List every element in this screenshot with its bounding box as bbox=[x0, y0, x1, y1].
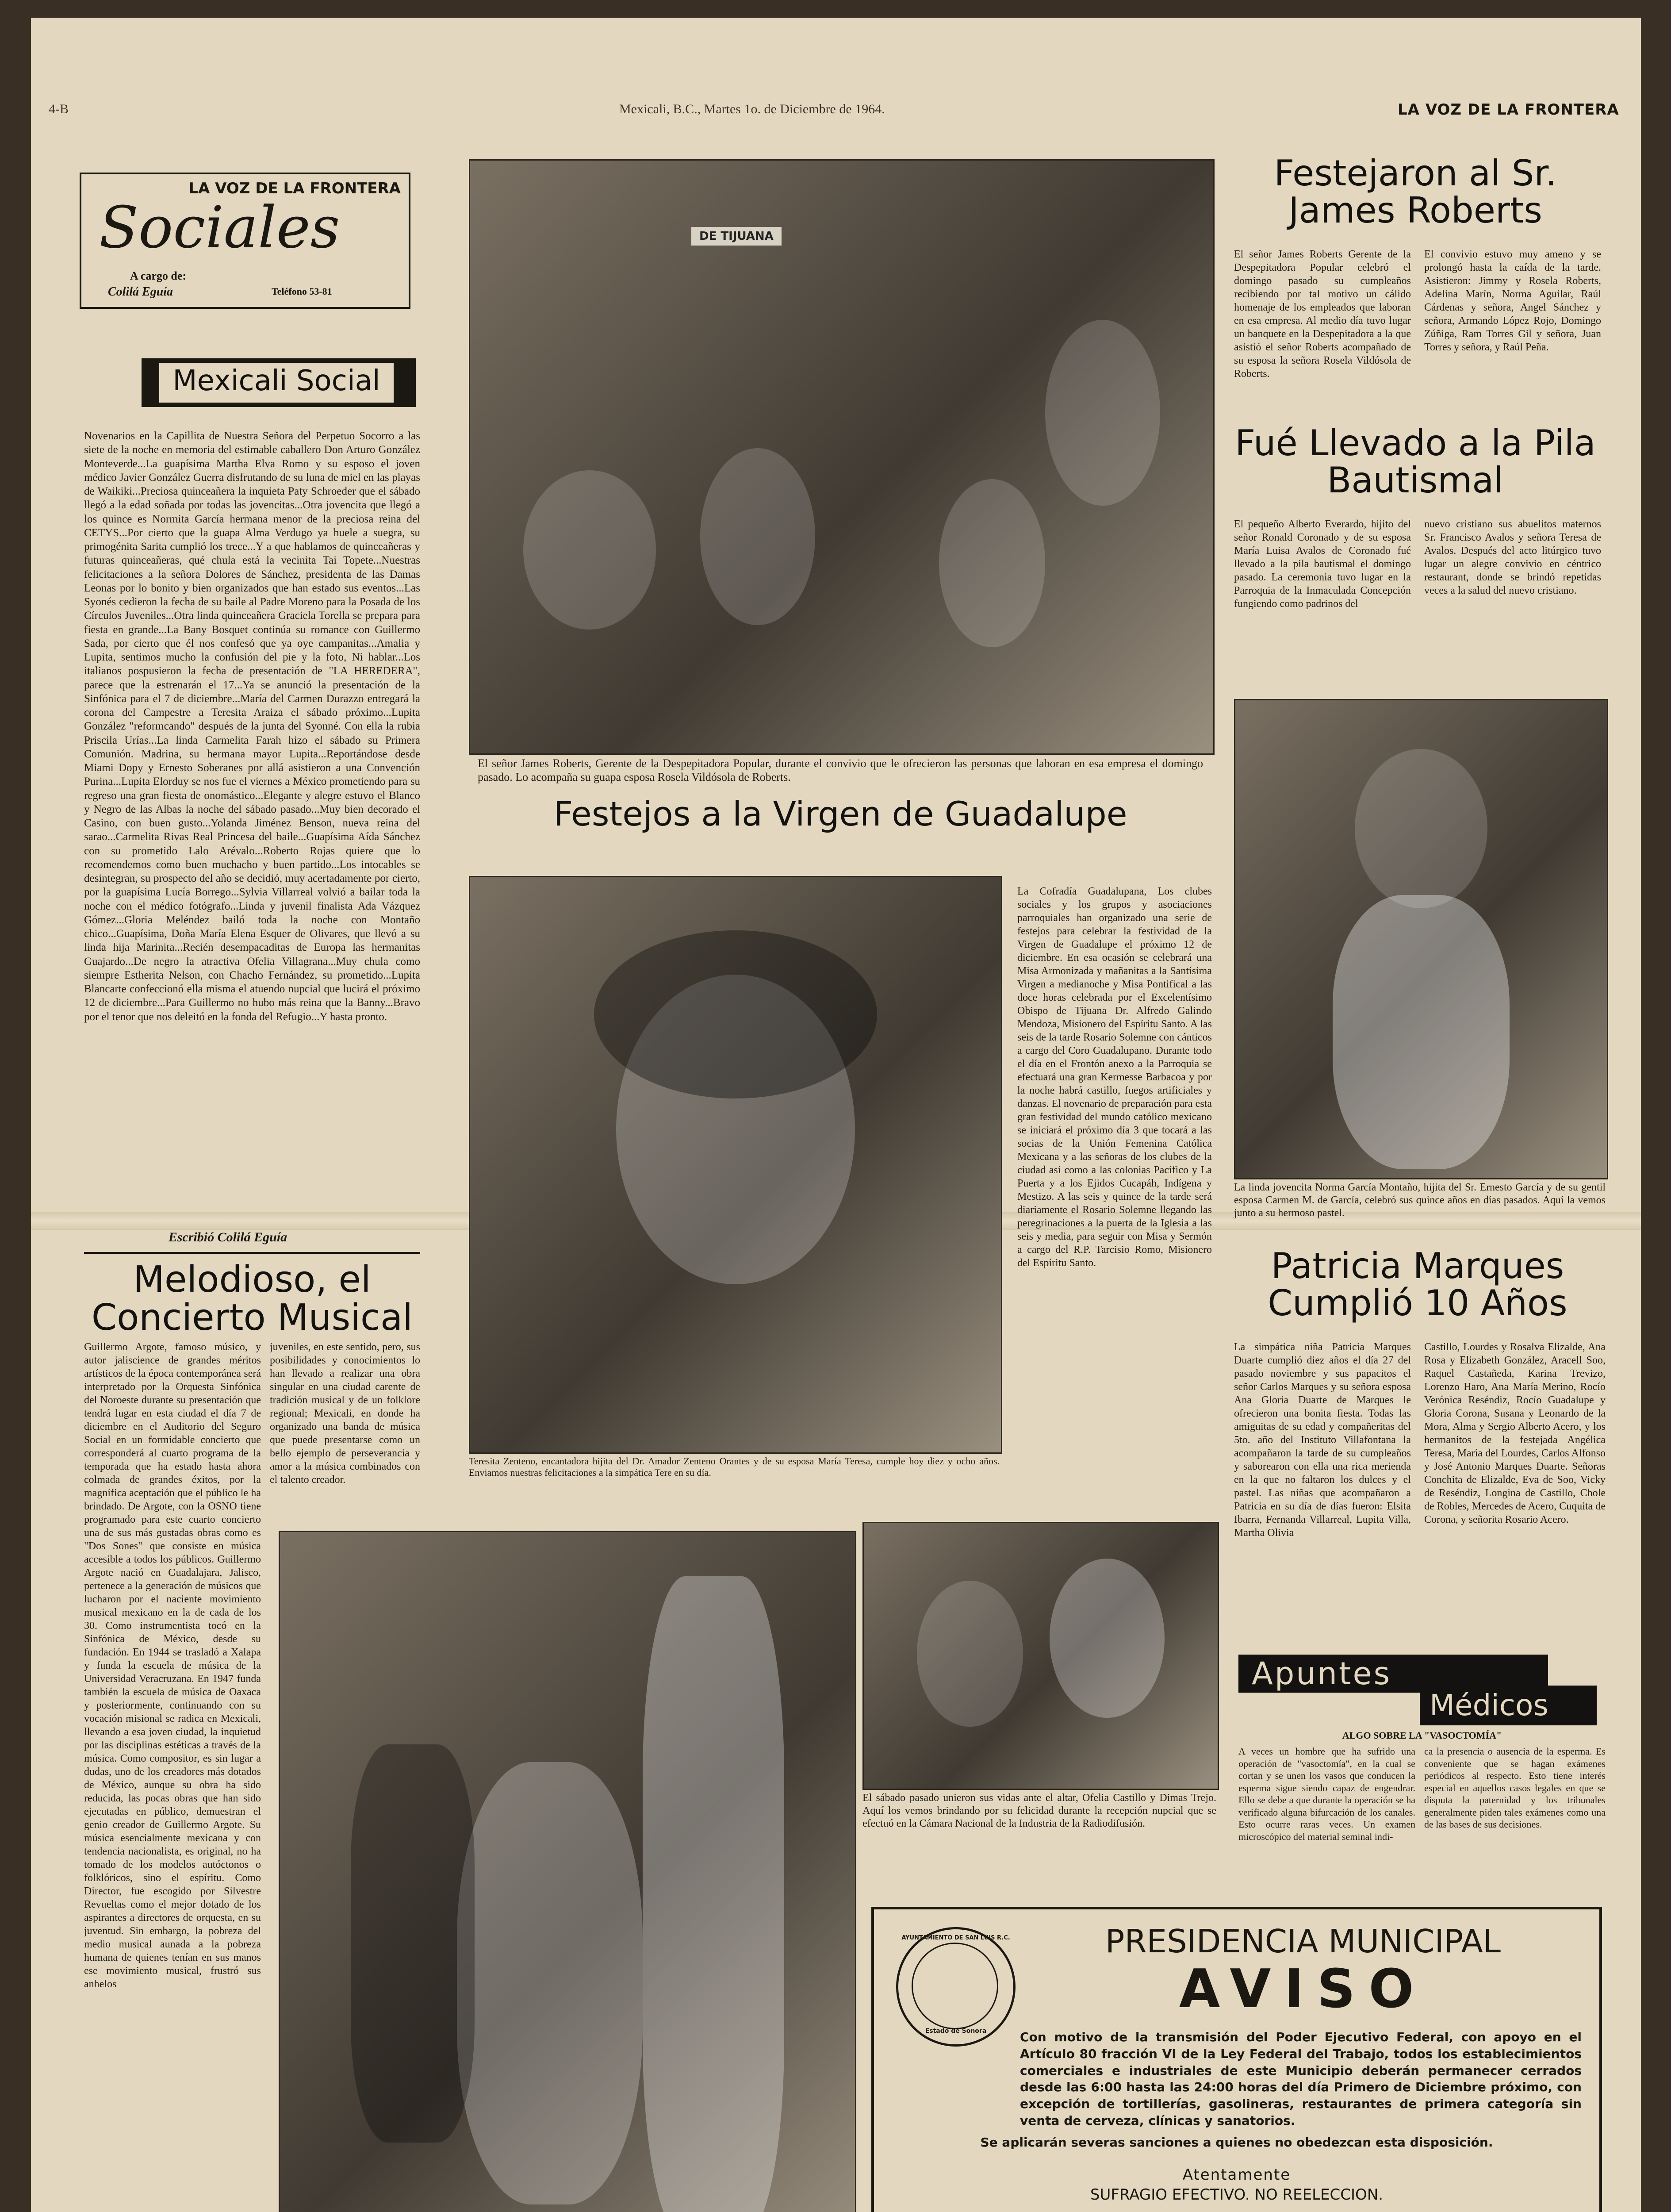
wedding-toast-photo bbox=[862, 1522, 1219, 1790]
sociales-title: Sociales bbox=[99, 194, 340, 261]
medicos-banner bbox=[1420, 1686, 1597, 1725]
guadalupe-text: La Cofradía Guadalupana, Los clubes sociales y los grupos y asociaciones parroquiales han organizado una serie de festejos para celebrar la festividad de la Virgen de Guadalupe el próximo 12 de diciembre. En esa ocasión se celebrará una Misa Armonizada y mañanitas a la Santísima Virgen a medianoche y Misa Pontifical a las doce horas celebrada por el Excelentísimo Obispo de Tijuana Dr. Alfredo Galindo Mendoza, Misionero del Espíritu Santo. A las seis de la tarde Rosario Solemne con cánticos a cargo del Coro Guadalupano. Durante todo el día en el Frontón anexo a la Parroquia se efectuará una gran Kermesse Barbacoa y por la noche habrá castillo, fuegos artificiales y danzas. El novenario de preparación para esta gran festividad del mundo católico mexicano se iniciará el próximo día 3 que tocará a las socias de la Unión Femenina Católica Mexicana y a las señoras de los clubes de la ciudad así como a las colonias Pacífico y La Puerta y a los Ejidos Cucapáh, Indígena y Mestizo. A las seis y quince de la tarde será diariamente el Rosario Solemne llegando las peregrinaciones a la puerta de la Iglesia a las seis y media, para seguir con Misa y Sermón a cargo del R.P. Tarcisio Romo, Misionero del Espíritu Santo. bbox=[1017, 886, 1212, 1269]
aviso-title: AVISO bbox=[1179, 1959, 1427, 2020]
sociales-box bbox=[80, 173, 410, 309]
medicos-title: Médicos bbox=[1430, 1688, 1548, 1722]
apuntes-col1: A veces un hombre que ha sufrido una operación de "vasoctomía", en la cual se cortan y se unen los vasos que conducen la esperma sigue siendo capaz de engendrar. Ello se debe a que durante la operación se ha verificado alguna bifurcación de los canales. Esto ocurre raras veces. Un examen microscópico del material seminal indi- bbox=[1238, 1746, 1415, 1842]
header-masthead: LA VOZ DE LA FRONTERA bbox=[1398, 101, 1619, 119]
divider bbox=[84, 1252, 420, 1254]
roberts-group-photo bbox=[469, 159, 1215, 755]
aviso-box bbox=[871, 1907, 1602, 2212]
phone-number: Teléfono 53-81 bbox=[272, 286, 332, 297]
newspaper-page bbox=[31, 18, 1641, 2212]
aviso-body: Con motivo de la transmisión del Poder Ejecutivo Federal, con apoyo en el Artículo 80 fracción VI de la Ley Federal del Trabajo, todos los establecimientos comerciales e industriales de este Municipio deberán permanecer cerrados desde las 6:00 hasta las 24:00 horas del día Primero de Diciembre próximo, con excepción de tortillerías, gasolineras, restaurantes de primera categoría sin venta de cerveza, clínicas y sanatorios. bbox=[1020, 2030, 1582, 2128]
page-number: 4-B bbox=[49, 102, 69, 116]
concierto-col1: Guillermo Argote, famoso músico, y autor jaliscience de grandes méritos artísticos de la época contemporánea será interpretado por la Orquesta Sinfónica del Noroeste durante su presentación que tendrá lugar en esta ciudad el día 7 de diciembre en el Auditorio del Seguro Social en un formidable concierto que corresponderá al cuarto programa de la temporada que ha estado hasta ahora colmada de grandes éxitos, por la magnífica aceptación que el público le ha brindado. De Argote, con la OSNO tiene programado para este cuarto concierto una de sus más gustadas obras como es "Dos Sones" que consiste en música accesible a todos los públicos. Guillermo Argote nació en Guadalajara, Jalisco, pertenece a la generación de músicos que lucharon por el naciente movimiento musical mexicano en la de cada de los 30. Como instrumentista tocó en la Sinfónica de México, desde su fundación. En 1944 se trasladó a Xalapa y funda la escuela de música de la Universidad Veracruzana. En 1947 funda también la escuela de música de Oaxaca y posteriormente, continuando con su vocación misional se radica en Mexicali, llevando a esa joven ciudad, la inquietud por las disciplinas estéticas a través de la música. Como compositor, es sin lugar a dudas, uno de los creadores más dotados de México, aunque su obra ha sido reducida, las pocas obras que han sido ejecutadas en público, demuestran el genio creador de Guillermo Argote. Su música esencialmente mexicana y con tendencia nacionalista, es original, no ha tomado de los modelos autóctonos o folklóricos, sino el espíritu. Como Director, fue escogido por Silvestre Revueltas como el mejor dotado de los aspirantes a directores de orquesta, en su juventud. Sin embargo, la pobreza del medio musical aunada a la pobreza humana de quienes tenían en sus manos ese movimiento musical, frustró sus anhelos bbox=[84, 1341, 261, 1990]
roberts-photo-sign: DE TIJUANA bbox=[691, 227, 782, 246]
aviso-closing: Atentamente bbox=[1182, 2166, 1291, 2184]
guadalupe-headline: Festejos a la Virgen de Guadalupe bbox=[553, 794, 1127, 833]
mexicali-social-banner bbox=[142, 358, 416, 407]
norma-photo-caption: La linda jovencita Norma García Montaño, hijita del Sr. Ernesto García y de su gentil esposa Carmen M. de García, celebró sus quince años en días pasados. Aquí la vemos junto a su hermoso pastel. bbox=[1234, 1182, 1606, 1219]
norma-quinceanera-photo bbox=[1234, 699, 1608, 1179]
bautismal-headline: Fué Llevado a la Pila Bautismal bbox=[1235, 422, 1596, 501]
festejaron-col2: El convivio estuvo muy ameno y se prolongó hasta la caída de la tarde. Asistieron: Jimmy y Rosela Roberts, Adelina Marín, Norma Aguilar, Raúl Cárdenas y señora, Angel Sánchez y señora, Armando López Rojo, Domingo Zúñiga, Ram Torres Gil y señora, Juan Torres y señora, y Raúl Peña. bbox=[1424, 249, 1601, 353]
festejaron-col1: El señor James Roberts Gerente de la Despepitadora Popular celebró el domingo pasado su cumpleaños recibiendo por tal motivo un cálido homenaje de los empleados que laboran en esa empresa. Al medio día tuvo lugar un banquete en la Despepitadora a la que asistió el señor Roberts acompañado de su esposa la señora Rosela Vildósola de Roberts. bbox=[1234, 249, 1411, 380]
seal-text: AYUNTAMIENTO DE SAN LUIS R.C. bbox=[901, 1935, 1010, 1941]
teresita-photo-caption: Teresita Zenteno, encantadora hijita del Dr. Amador Zenteno Orantes y de su esposa María Teresa, cumple hoy diez y ocho años. Enviamos nuestras felicitaciones a la simpática Tere en su día. bbox=[469, 1455, 1000, 1479]
mexicali-social-text: Novenarios en la Capillita de Nuestra Señora del Perpetuo Socorro a las siete de la noche en memoria del estimable caballero Don Arturo González Monteverde...La guapísima Martha Elva Romo y su esposo el joven médico Javier González Guerra disfrutando de su luna de miel en las playas de Waikiki...Preciosa quinceañera la inquieta Paty Schroeder que el sábado llegó a la edad soñada por todas las jovencitas...Otra jovencita que llegó a los quince es Normita García hermana menor de la preciosa reina del CETYS...Por cierto que la guapa Alma Verdugo ya huele a suegra, su primogénita Sarita cumplió los trece...Y a que hablamos de quinceañeras y futuras quinceañeras, qué chula está la vecinita Tai Topete...Nuestras felicitaciones a la señora Dolores de Sánchez, presidenta de las Damas Leonas por lo bonito y bien organizados que han estado sus eventos...Las Syonés cedieron la fecha de su baile al Padre Moreno para la Posada de los Círculos Juveniles...Otra linda quinceañera Graciela Torella se prepara para fiesta en grande...La Bany Bosquet continúa su romance con Guillermo Sada, por cierto que él nos confesó que ya oye campanitas...Amalia y Lupita, sentimos mucho la confusión del pie y la foto, Ni hablar...Los italianos pospusieron la fecha de presentación de "LA HEREDERA", parece que la estrenarán el 17...Ya se anunció la presentación de la Sinfónica para el 7 de diciembre...María del Carmen Durazzo entregará la corona del Campestre a Teresita Araiza el sábado próximo...Lupita González "reformcando" después de la junta del Syonné. Con ella la rubia Priscila Urías...La linda Carmelita Farah hizo el sábado su Primera Comunión. Madrina, su hermana mayor Lupita...Reportándose desde Miami Dopy y Ernesto Soberanes por allá asistieron a una Convención Purina...Lupita Elorduy se nos fue el viernes a México prometiendo para su regreso una gran fiesta de onomástico...Elegante y alegre estuvo el Blanco y Negro de las Albas la noche del sábado pasado...Muy bien decorado el Casino, con buen gusto...Yolanda Jiménez Benson, nueva reina del sarao...Carmelita Rivas Real Princesa del baile...Guapísima Aída Sánchez con su prometido Lalo Arévalo...Roberto Rojas quiere que lo recomendemos como buen muchacho y buen partido...Los intocables se desintegran, su prospecto del año se decidió, muy acertadamente por cierto, por la guapísima Lucía Borrego...Sylvia Villarreal volvió a bailar toda la noche con el médico fotógrafo...Linda y juvenil finalista Ada Vázquez Gómez...Gloria Meléndez bailó toda la noche con Montaño chico...Guapísima, Doña María Elena Esquer de Olivares, que llevó a su linda hija Marinita...Recién desempacaditas de Europa las hermanitas Guajardo...De negro la atractiva Ofelia Villagrana...Muy chula como siempre Estherita Nelson, con Chacho Fernández, su prometido...Lupita Blancarte confeccionó ella misma el atuendo nupcial que lucirá el próximo 12 de diciembre...Para Guillermo no hubo más reina que la Banny...Bravo por el tenor que nos deleitó en la fonda del Refugio...Y hasta pronto. bbox=[84, 430, 420, 1023]
apuntes-col2: ca la presencia o ausencia de la esperma. Es conveniente que se hagan exámenes periódicos al respecto. Esto tiene interés especial en aquellos casos legales en que se disputa la paternidad y los tribunales generalmente piden tales exámenes como una de las bases de sus decisiones. bbox=[1424, 1746, 1606, 1830]
patricia-col1: La simpática niña Patricia Marques Duarte cumplió diez años el día 27 del pasado noviembre y sus papacitos el señor Carlos Marques y su señora esposa Ana Gloria Duarte de Marques le ofrecieron una bonita fiesta. Todas las amiguitas de su edad y compañeritas del 5to. año del Instituto Villafontana la acompañaron la tarde de su cumpleaños y saborearon con ella una rica merienda en la que no faltaron los dulces y el pastel. Las niñas que acompañaron a Patricia en su día de días fueron: Elsita Ibarra, Fernanda Villarreal, Lupita Villa, Martha Olivia bbox=[1234, 1341, 1411, 1539]
bautismal-col2: nuevo cristiano sus abuelitos maternos Sr. Francisco Avalos y señora Teresa de Avalos. Después del acto litúrgico tuvo lugar un alegre convivio en céntrico restaurant, donde se brindó repetidas veces a la salud del nuevo cristiano. bbox=[1424, 518, 1601, 596]
apuntes-title: Apuntes bbox=[1252, 1655, 1392, 1692]
wedding-cake-photo bbox=[279, 1531, 856, 2212]
byline-name: Colilá Eguía bbox=[108, 285, 173, 299]
patricia-col2: Castillo, Lourdes y Rosalva Elizalde, Ana Rosa y Elizabeth González, Aracell Soo, Raquel Castañeda, Karina Trevizo, Lorenzo Haro, Ana María Merino, Rocío Verónica Reséndiz, Rocío Guadalupe y Gloria Corona, Susana y Leonardo de la Mora, Alma y Sergio Alberto Acero, y los hermanitos de la festejada Angélica Teresa, María del Lourdes, Carlos Alfonso y José Antonio Marques Duarte. Señoras Conchita de Elizalde, Eva de Soo, Vicky de Reséndiz, Longina de Castillo, Chole de Robles, Mercedes de Acero, Cuquita de Corona, y señorita Rosario Acero. bbox=[1424, 1341, 1606, 1525]
sociales-masthead: LA VOZ DE LA FRONTERA bbox=[188, 180, 401, 197]
concierto-headline: Melodioso, el Concierto Musical bbox=[91, 1259, 413, 1339]
municipal-seal bbox=[896, 1927, 1016, 2047]
aviso-warning: Se aplicarán severas sanciones a quienes no obedezcan esta disposición. bbox=[980, 2135, 1493, 2150]
concierto-col2: juveniles, en este sentido, pero, sus posibilidades y conocimientos lo han llevado a realizar una obra singular en una ciudad carente de tradición musical y de un folklore regional; Mexicali, en donde ha organizado una banda de música que puede presentarse como un bello ejemplo de perseverancia y amor a la música combinados con el talento creador. bbox=[270, 1341, 420, 1486]
patricia-headline: Patricia Marques Cumplió 10 Años bbox=[1268, 1245, 1568, 1324]
mexicali-social-heading: Mexicali Social bbox=[172, 365, 380, 397]
apuntes-subhead: ALGO SOBRE LA "VASOCTOMÍA" bbox=[1342, 1730, 1502, 1741]
roberts-photo-caption: El señor James Roberts, Gerente de la Despepitadora Popular, durante el convivio que le ofrecieron las personas que laboran en esa empresa el domingo pasado. Lo acompaña su guapa esposa Rosela Vildósola de Roberts. bbox=[478, 757, 1203, 784]
toast-photo-caption: El sábado pasado unieron sus vidas ante el altar, Ofelia Castillo y Dimas Trejo. Aquí los vemos brindando por su felicidad durante la recepción nupcial que se efectuó en la Cámara Nacional de la Industria de la Radiodifusión. bbox=[862, 1792, 1216, 1829]
festejaron-headline: Festejaron al Sr. James Roberts bbox=[1274, 153, 1557, 231]
aviso-motto: SUFRAGIO EFECTIVO. NO REELECCION. bbox=[1090, 2186, 1384, 2204]
dateline: Mexicali, B.C., Martes 1o. de Diciembre de 1964. bbox=[619, 102, 885, 116]
seal-sub: Estado de Sonora bbox=[925, 2028, 987, 2035]
teresita-portrait-photo bbox=[469, 876, 1002, 1454]
byline-label: A cargo de: bbox=[130, 269, 187, 282]
aviso-heading: PRESIDENCIA MUNICIPAL bbox=[1105, 1923, 1501, 1960]
mexicali-social-signature: Escribió Colilá Eguía bbox=[168, 1230, 287, 1244]
bautismal-col1: El pequeño Alberto Everardo, hijito del señor Ronald Coronado y de su esposa María Luisa Avalos de Coronado fué llevado a la pila bautismal el domingo pasado. La ceremonia tuvo lugar en la Parroquia de la Inmaculada Concepción fungiendo como padrinos del bbox=[1234, 518, 1411, 610]
